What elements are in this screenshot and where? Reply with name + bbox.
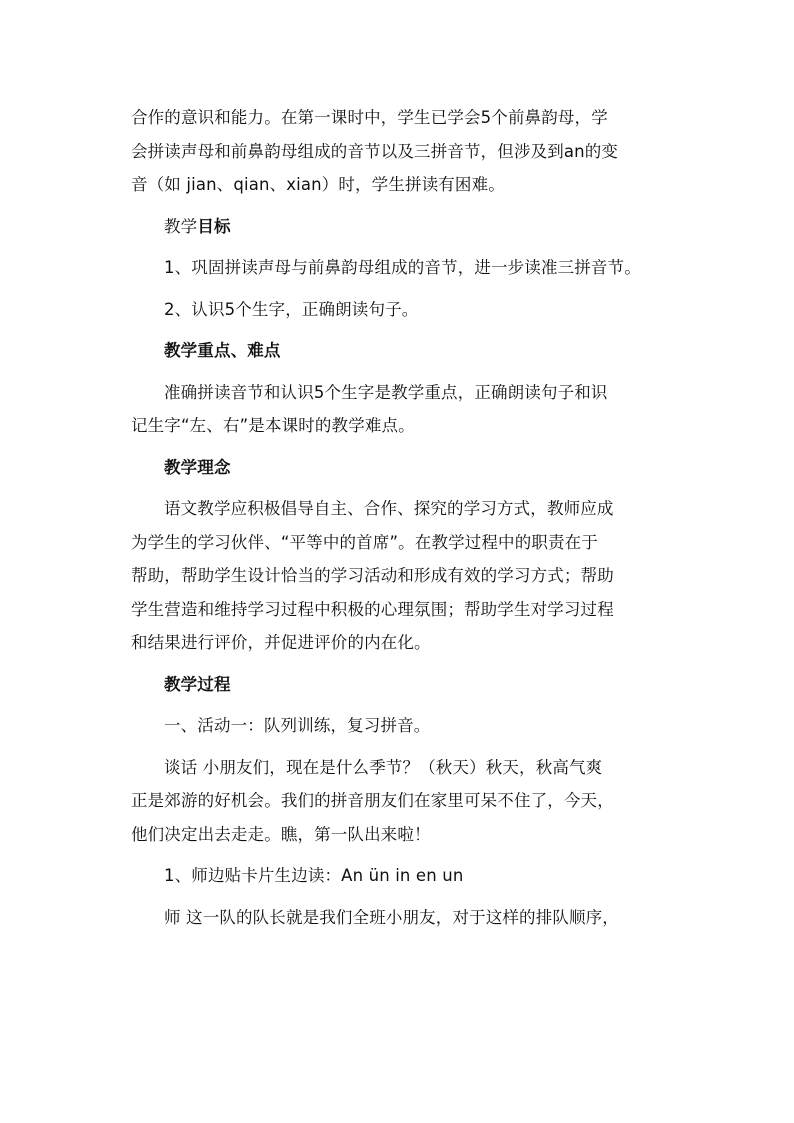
goal-item-2: 2、认识5个生字，正确朗读句子。 (164, 299, 419, 319)
goal-item-1: 1、巩固拼读声母与前鼻韵母组成的音节，进一步读准三拼音节。 (164, 258, 641, 277)
paragraph-gap (131, 443, 671, 451)
text-line: 为学生的学习伙伴、“平等中的首席”。在教学过程中的职责在于 (131, 532, 598, 552)
paragraph-gap (131, 243, 671, 251)
text-line: 正是郊游的好机会。我们的拼音朋友们在家里可呆不住了，今天， (131, 791, 614, 810)
teacher-line: 师 这一队的队长就是我们全班小朋友，对于这样的排队顺序， (164, 907, 619, 927)
heading-prefix: 教学 (164, 216, 198, 236)
paragraph-gap (131, 893, 671, 901)
paragraph-gap (131, 202, 671, 210)
paragraph-gap (131, 743, 671, 751)
text-line: 他们决定出去走走。瞧，第一队出来啦！ (131, 824, 431, 844)
paragraph-gap (131, 368, 671, 376)
paragraph-gap (131, 701, 671, 709)
text-line: 合作的意识和能力。在第一课时中，学生已学会5个前鼻韵母，学 (131, 108, 608, 127)
paragraph-gap (131, 851, 671, 859)
paragraph-teaching-philosophy (131, 492, 671, 660)
heading-key-points: 教学重点、难点 (164, 341, 281, 360)
text-line: 帮助，帮助学生设计恰当的学习活动和形成有效的学习方式；帮助 (131, 566, 614, 585)
paragraph-key-points (131, 376, 671, 443)
document-body (131, 101, 671, 934)
heading-teaching-process: 教学过程 (164, 674, 231, 694)
step-one: 1、师边贴卡片生边读：An ün in en un (164, 866, 464, 885)
paragraph-gap (131, 660, 671, 668)
text-line: 会拼读声母和前鼻韵母组成的音节以及三拼音节，但涉及到an的变 (131, 141, 619, 161)
text-line: 记生字“左、右”是本课时的教学难点。 (131, 416, 415, 435)
text-line: 语文教学应积极倡导自主、合作、探究的学习方式，教师应成 (164, 499, 614, 518)
paragraph-intro-continuation (131, 101, 671, 202)
heading-teaching-philosophy: 教学理念 (164, 457, 231, 477)
activity-one-title: 一、活动一：队列训练，复习拼音。 (164, 716, 431, 735)
text-line: 学生营造和维持学习过程中积极的心理氛围；帮助学生对学习过程 (131, 599, 614, 619)
text-line: 谈话 小朋友们，现在是什么季节？（秋天）秋天，秋高气爽 (164, 757, 603, 777)
paragraph-gap (131, 285, 671, 293)
heading-strong: 目标 (197, 216, 231, 236)
text-line: 准确拼读音节和认识5个生字是教学重点，正确朗读句子和识 (164, 382, 608, 402)
paragraph-gap (131, 484, 671, 492)
text-line: 和结果进行评价，并促进评价的内在化。 (131, 633, 431, 652)
heading-teaching-goals (131, 210, 671, 244)
text-line: 音（如 jian、qian、xian）时，学生拼读有困难。 (131, 175, 505, 194)
paragraph-gap (131, 326, 671, 334)
paragraph-talk (131, 751, 671, 852)
